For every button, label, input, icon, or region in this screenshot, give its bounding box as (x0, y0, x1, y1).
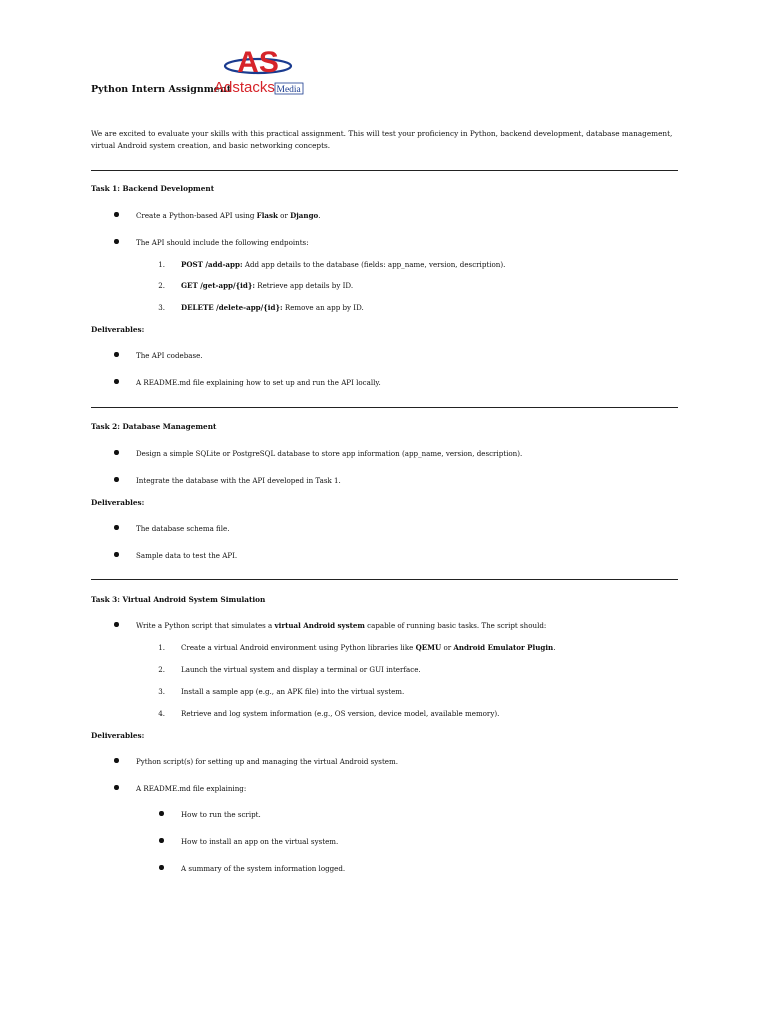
step-item: Install a sample app (e.g., an APK file) into the virtual system. (181, 687, 405, 696)
deliverable-item: A README.md file explaining: (136, 784, 247, 793)
bullet-icon (114, 622, 119, 627)
task3-heading: Task 3: Virtual Android System Simulation (91, 595, 266, 604)
step-number: 1. (158, 643, 165, 652)
deliverable-item: The API codebase. (136, 351, 203, 360)
bullet-icon (114, 758, 119, 763)
document-title: Python Intern Assignment (91, 84, 232, 95)
task2-heading: Task 2: Database Management (91, 422, 217, 431)
deliverable-item: Python script(s) for setting up and managing the virtual Android system. (136, 757, 398, 766)
bullet-icon (159, 865, 164, 870)
logo-brand: Adstacks (214, 79, 275, 96)
endpoint-item: DELETE /delete-app/{id}: Remove an app by ID. (181, 303, 364, 312)
bullet-icon (114, 525, 119, 530)
divider (91, 170, 678, 171)
deliverables-label: Deliverables: (91, 498, 145, 507)
step-item: Retrieve and log system information (e.g., OS version, device model, available memory). (181, 709, 500, 718)
deliverables-label: Deliverables: (91, 731, 145, 740)
divider (91, 407, 678, 408)
bullet-icon (114, 785, 119, 790)
step-number: 3. (158, 687, 165, 696)
deliverables-label: Deliverables: (91, 325, 145, 334)
logo-suffix: Media (276, 85, 301, 95)
step-number: 4. (158, 709, 165, 718)
bullet-icon (114, 212, 119, 217)
bullet-icon (114, 239, 119, 244)
step-number: 2. (158, 665, 165, 674)
readme-item: How to install an app on the virtual system. (181, 837, 339, 846)
deliverable-item: A README.md file explaining how to set up and run the API locally. (136, 378, 381, 387)
task2-bullet: Design a simple SQLite or PostgreSQL database to store app information (app_name, version, description). (136, 449, 523, 458)
endpoint-number: 2. (158, 281, 165, 290)
divider (91, 579, 678, 580)
adstacks-logo-mark (214, 44, 304, 96)
bullet-icon (114, 379, 119, 384)
bullet-icon (114, 450, 119, 455)
task1-bullet-2: The API should include the following endpoints: (136, 238, 309, 247)
bullet-icon (159, 838, 164, 843)
bullet-icon (159, 811, 164, 816)
intro-paragraph: We are excited to evaluate your skills with this practical assignment. This will test your proficiency in Python, backend development, database management, virtual Android system creation, and basic networking concepts. (91, 129, 673, 150)
task1-heading: Task 1: Backend Development (91, 184, 215, 193)
step-item: Create a virtual Android environment using Python libraries like QEMU or Android Emulator Plugin. (181, 643, 556, 652)
endpoint-number: 3. (158, 303, 165, 312)
step-item: Launch the virtual system and display a terminal or GUI interface. (181, 665, 421, 674)
task2-bullet: Integrate the database with the API developed in Task 1. (136, 476, 341, 485)
adstacks-logo (214, 44, 304, 96)
bullet-icon (114, 352, 119, 357)
logo-monogram: AS (237, 46, 279, 79)
endpoint-item: POST /add-app: Add app details to the database (fields: app_name, version, description). (181, 260, 506, 269)
task1-bullet-1: Create a Python-based API using Flask or Django. (136, 211, 321, 220)
deliverable-item: Sample data to test the API. (136, 551, 238, 560)
task3-bullet: Write a Python script that simulates a virtual Android system capable of running basic tasks. The script should: (136, 621, 547, 630)
bullet-icon (114, 477, 119, 482)
deliverable-item: The database schema file. (136, 524, 230, 533)
readme-item: How to run the script. (181, 810, 261, 819)
readme-item: A summary of the system information logged. (181, 864, 346, 873)
endpoint-number: 1. (158, 260, 165, 269)
bullet-icon (114, 552, 119, 557)
endpoint-item: GET /get-app/{id}: Retrieve app details by ID. (181, 281, 354, 290)
